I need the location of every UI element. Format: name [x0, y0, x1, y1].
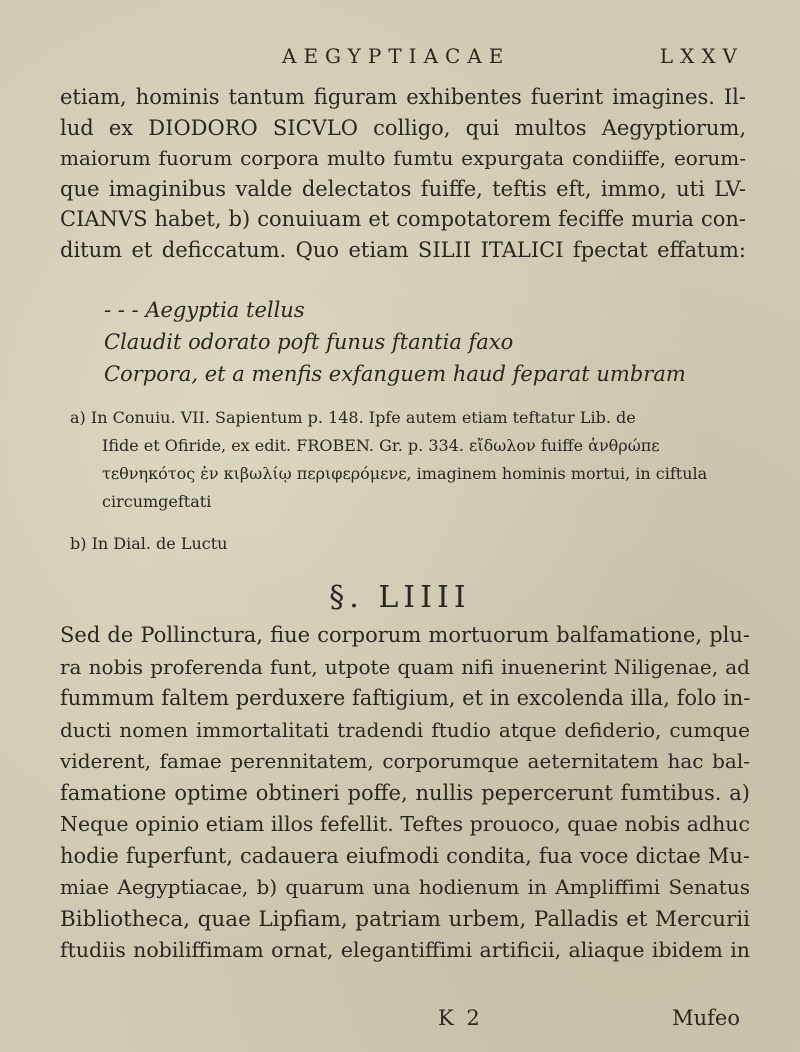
- text-line: fummum faltem perduxere faftigium, et in excolenda illa, folo in-: [60, 686, 751, 710]
- footnote-a: a) In Conuiu. VII. Sapientum p. 148. Ipfe autem etiam teftatur Lib. de: [70, 408, 636, 427]
- text-line: viderent, famae perennitatem, corporumque aeternitatem hac bal-: [60, 749, 750, 773]
- text-line: hodie fuperfunt, cadauera eiufmodi condita, fua voce dictae Mu-: [60, 843, 750, 868]
- text-line: ducti nomen immortalitati tradendi ftudio atque defiderio, cumque: [60, 717, 750, 742]
- text-line: ra nobis proferenda funt, utpote quam nifi inuenerint Niligenae, ad: [60, 654, 750, 679]
- text-line: Neque opinio etiam illos fefellit. Teftes prouoco, quae nobis adhuc: [60, 812, 750, 836]
- text-line: lud ex DIODORO SICVLO colligo, qui multos Aegyptiorum,: [60, 115, 746, 140]
- paragraph-1: [60, 82, 746, 265]
- footnote-line: Ifide et Ofiride, ex edit. FROBEN. Gr. p. 334. εἴδωλον fuiffe ἀνθρώπε: [102, 436, 660, 455]
- verse-line: - - - Aegyptia tellus: [104, 298, 305, 322]
- text-line: etiam, hominis tantum figuram exhibentes fuerint imagines. Il-: [60, 85, 746, 109]
- catchword: Mufeo: [672, 1006, 740, 1030]
- text-line: maiorum fuorum corpora multo fumtu expurgata condiiffe, eorum-: [60, 146, 746, 170]
- text-line: ditum et deficcatum. Quo etiam SILII ITALICI fpectat effatum:: [60, 237, 746, 262]
- text-line: ftudiis nobiliffimam ornat, elegantiffimi artificii, aliaque ibidem in: [60, 938, 750, 962]
- page-number: LXXV: [659, 44, 744, 68]
- text-line: CIANVS habet, b) conuiuam et compotatorem feciffe muria con-: [60, 207, 746, 231]
- section-heading: §. LIIII: [329, 580, 471, 615]
- verse-quotation: [104, 294, 744, 390]
- text-line: Bibliotheca, quae Lipfiam, patriam urbem, Palladis et Mercurii: [60, 906, 750, 932]
- verse-line: Corpora, et a menfis exfanguem haud feparat umbram: [104, 362, 686, 386]
- running-title: AEGYPTIACAE: [282, 44, 511, 68]
- verse-line: Claudit odorato poft funus ftantia faxo: [104, 330, 514, 354]
- paragraph-2: [60, 620, 750, 967]
- signature-mark: K 2: [438, 1006, 483, 1030]
- running-header: [282, 44, 744, 68]
- footnote-b: b) In Dial. de Luctu: [70, 534, 228, 553]
- text-line: Sed de Pollinctura, fiue corporum mortuorum balfamatione, plu-: [60, 623, 750, 647]
- text-line: miae Aegyptiacae, b) quarum una hodienum in Ampliffimi Senatus: [60, 875, 750, 899]
- footnote-line: circumgeftati: [102, 492, 212, 511]
- footnotes: [70, 404, 760, 558]
- text-line: famatione optime obtineri poffe, nullis pepercerunt fumtibus. a): [60, 780, 750, 805]
- text-line: que imaginibus valde delectatos fuiffe, teftis eft, immo, uti LV-: [60, 176, 746, 201]
- footnote-line: τεθνηκότος ἐν κιβωλίῳ περιφερόμενε, imaginem hominis mortui, in ciftula: [102, 464, 708, 483]
